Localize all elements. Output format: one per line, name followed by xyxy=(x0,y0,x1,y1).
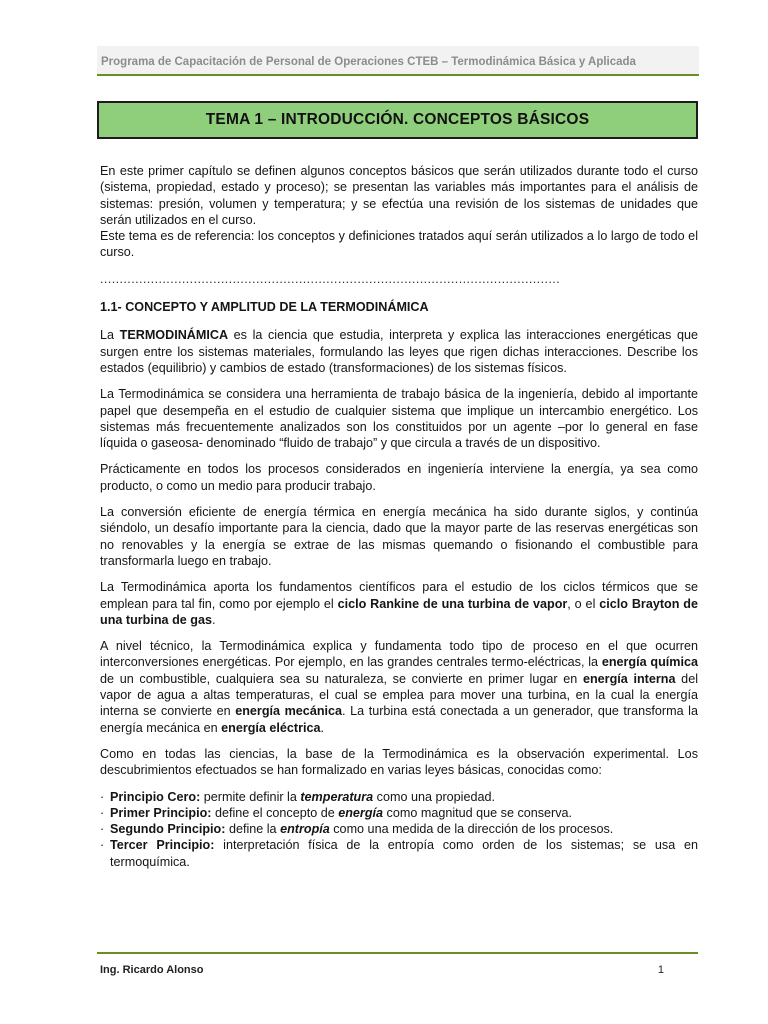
section-paragraph-4: La conversión eficiente de energía térmica en energía mecánica ha sido durante siglos, y continúa siéndolo, un desafío importante para la ciencia, dado que la mayor parte de las reservas energéticas son no renovables y la energía se extrae de las mismas quemando o fisionando el combustible para transformarla luego en trabajo. xyxy=(100,505,698,568)
text-run: de un combustible, cualquiera sea su naturaleza, se convierte en primer lugar en xyxy=(100,671,583,686)
principles-list xyxy=(100,789,698,870)
text-run: define la xyxy=(225,822,281,837)
text-run: . xyxy=(211,612,216,627)
section-paragraph-7: Como en todas las ciencias, la base de la Termodinámica es la observación experimental. Los descubrimientos efectuados se han formalizado en varias leyes básicas, conocidas como: xyxy=(100,746,698,778)
list-item-label: Segundo Principio: xyxy=(110,822,226,837)
footer-author: Ing. Ricardo Alonso xyxy=(100,964,204,976)
list-item-label: Principio Cero: xyxy=(110,789,201,804)
list-item-label: Tercer Principio: xyxy=(110,838,215,853)
bold-term: TERMODINÁMICA xyxy=(119,328,229,343)
bold-term: energía mecánica xyxy=(235,704,343,719)
section-paragraph-1 xyxy=(100,327,698,376)
bold-term: energía química xyxy=(601,655,698,670)
list-item xyxy=(100,837,698,870)
chapter-title: TEMA 1 – INTRODUCCIÓN. CONCEPTOS BÁSICOS xyxy=(205,111,590,128)
bullet-dot: · xyxy=(100,789,105,804)
section-paragraph-3: Prácticamente en todos los procesos considerados en ingeniería interviene la energía, ya sea como producto, o como un medio para producir trabajo. xyxy=(100,462,698,493)
text-run: interpretación física de la entropía como orden de los sistemas; se usa en termoquímica. xyxy=(110,838,698,869)
footer-rule xyxy=(97,952,698,954)
header-text: Programa de Capacitación de Personal de Operaciones CTEB – Termodinámica Básica y Aplicada xyxy=(101,56,636,68)
text-run: del vapor de agua a altas temperaturas, el cual se emplea para mover una turbina, en la cual la energía interna se convierte en xyxy=(100,671,698,719)
list-item xyxy=(100,805,698,821)
text-run: La Termodinámica aporta los fundamentos científicos para el estudio de los ciclos térmicos que se emplean para tal fin, como por ejemplo el xyxy=(100,580,698,611)
section-paragraph-6 xyxy=(100,638,698,736)
dotted-separator: ...................................................................................................................... xyxy=(100,271,561,286)
bullet-dot: · xyxy=(100,822,105,837)
bullet-dot: · xyxy=(100,838,105,853)
bold-term: energía interna xyxy=(582,671,676,686)
text-run: , o el xyxy=(567,596,600,611)
list-item xyxy=(100,789,698,805)
section-paragraph-2: La Termodinámica se considera una herramienta de trabajo básica de la ingeniería, debido al importante papel que desempeña en el estudio de cualquier sistema que implique un intercambio energético. Los sistemas más frecuentemente analizados son los constituidos por un agente –por lo general en fase líquida o gaseosa- denominado “fluido de trabajo” y que circula a través de un dispositivo. xyxy=(100,387,698,451)
running-header xyxy=(97,46,699,76)
list-item xyxy=(100,821,698,837)
document-body xyxy=(100,163,698,870)
text-run: define el concepto de xyxy=(211,805,339,820)
emphasis-term: temperatura xyxy=(300,789,374,804)
text-run: como magnitud que se conserva. xyxy=(383,805,573,820)
bold-term: energía eléctrica xyxy=(221,720,321,735)
text-run: como una medida de la dirección de los procesos. xyxy=(329,822,614,837)
intro-paragraph-2: Este tema es de referencia: los conceptos y definiciones tratados aquí serán utilizados a lo largo de todo el curso. xyxy=(100,229,698,260)
emphasis-term: energía xyxy=(338,805,384,820)
list-item-label: Primer Principio: xyxy=(110,805,212,820)
text-run: La xyxy=(100,328,120,343)
bold-term: ciclo Brayton de una turbina de gas xyxy=(100,596,698,627)
text-run: . xyxy=(320,720,325,735)
chapter-title-box xyxy=(97,101,698,139)
bold-term: ciclo Rankine de una turbina de vapor xyxy=(337,596,568,611)
text-run: como una propiedad. xyxy=(373,789,495,804)
text-run: . La turbina está conectada a un generador, que transforma la energía mecánica en xyxy=(100,704,698,735)
intro-paragraph-1: En este primer capítulo se definen algunos conceptos básicos que serán utilizados durante todo el curso (sistema, propiedad, estado y proceso); se presentan las variables más importantes para el análisis de sistemas: presión, volumen y temperatura; y se efectúa una revisión de los sistemas de unidades que serán utilizados en el curso. xyxy=(100,164,698,227)
section-heading: 1.1- CONCEPTO Y AMPLITUD DE LA TERMODINÁMICA xyxy=(100,300,429,315)
page-number: 1 xyxy=(657,964,664,976)
text-run: es la ciencia que estudia, interpreta y explica las interacciones energéticas que surgen entre los sistemas materiales, formulando las leyes que rigen dichas interacciones. Describe los estados (equilibrio) y cambios de estado (transformaciones) de los sistemas físicos. xyxy=(100,328,698,375)
text-run: A nivel técnico, la Termodinámica explica y fundamenta todo tipo de proceso en el que ocurren interconversiones energéticas. Por ejemplo, en las grandes centrales termo-eléctricas, la xyxy=(100,639,698,670)
section-paragraph-5 xyxy=(100,579,698,628)
text-run: permite definir la xyxy=(200,789,301,804)
bullet-dot: · xyxy=(100,805,105,820)
emphasis-term: entropía xyxy=(280,822,330,837)
